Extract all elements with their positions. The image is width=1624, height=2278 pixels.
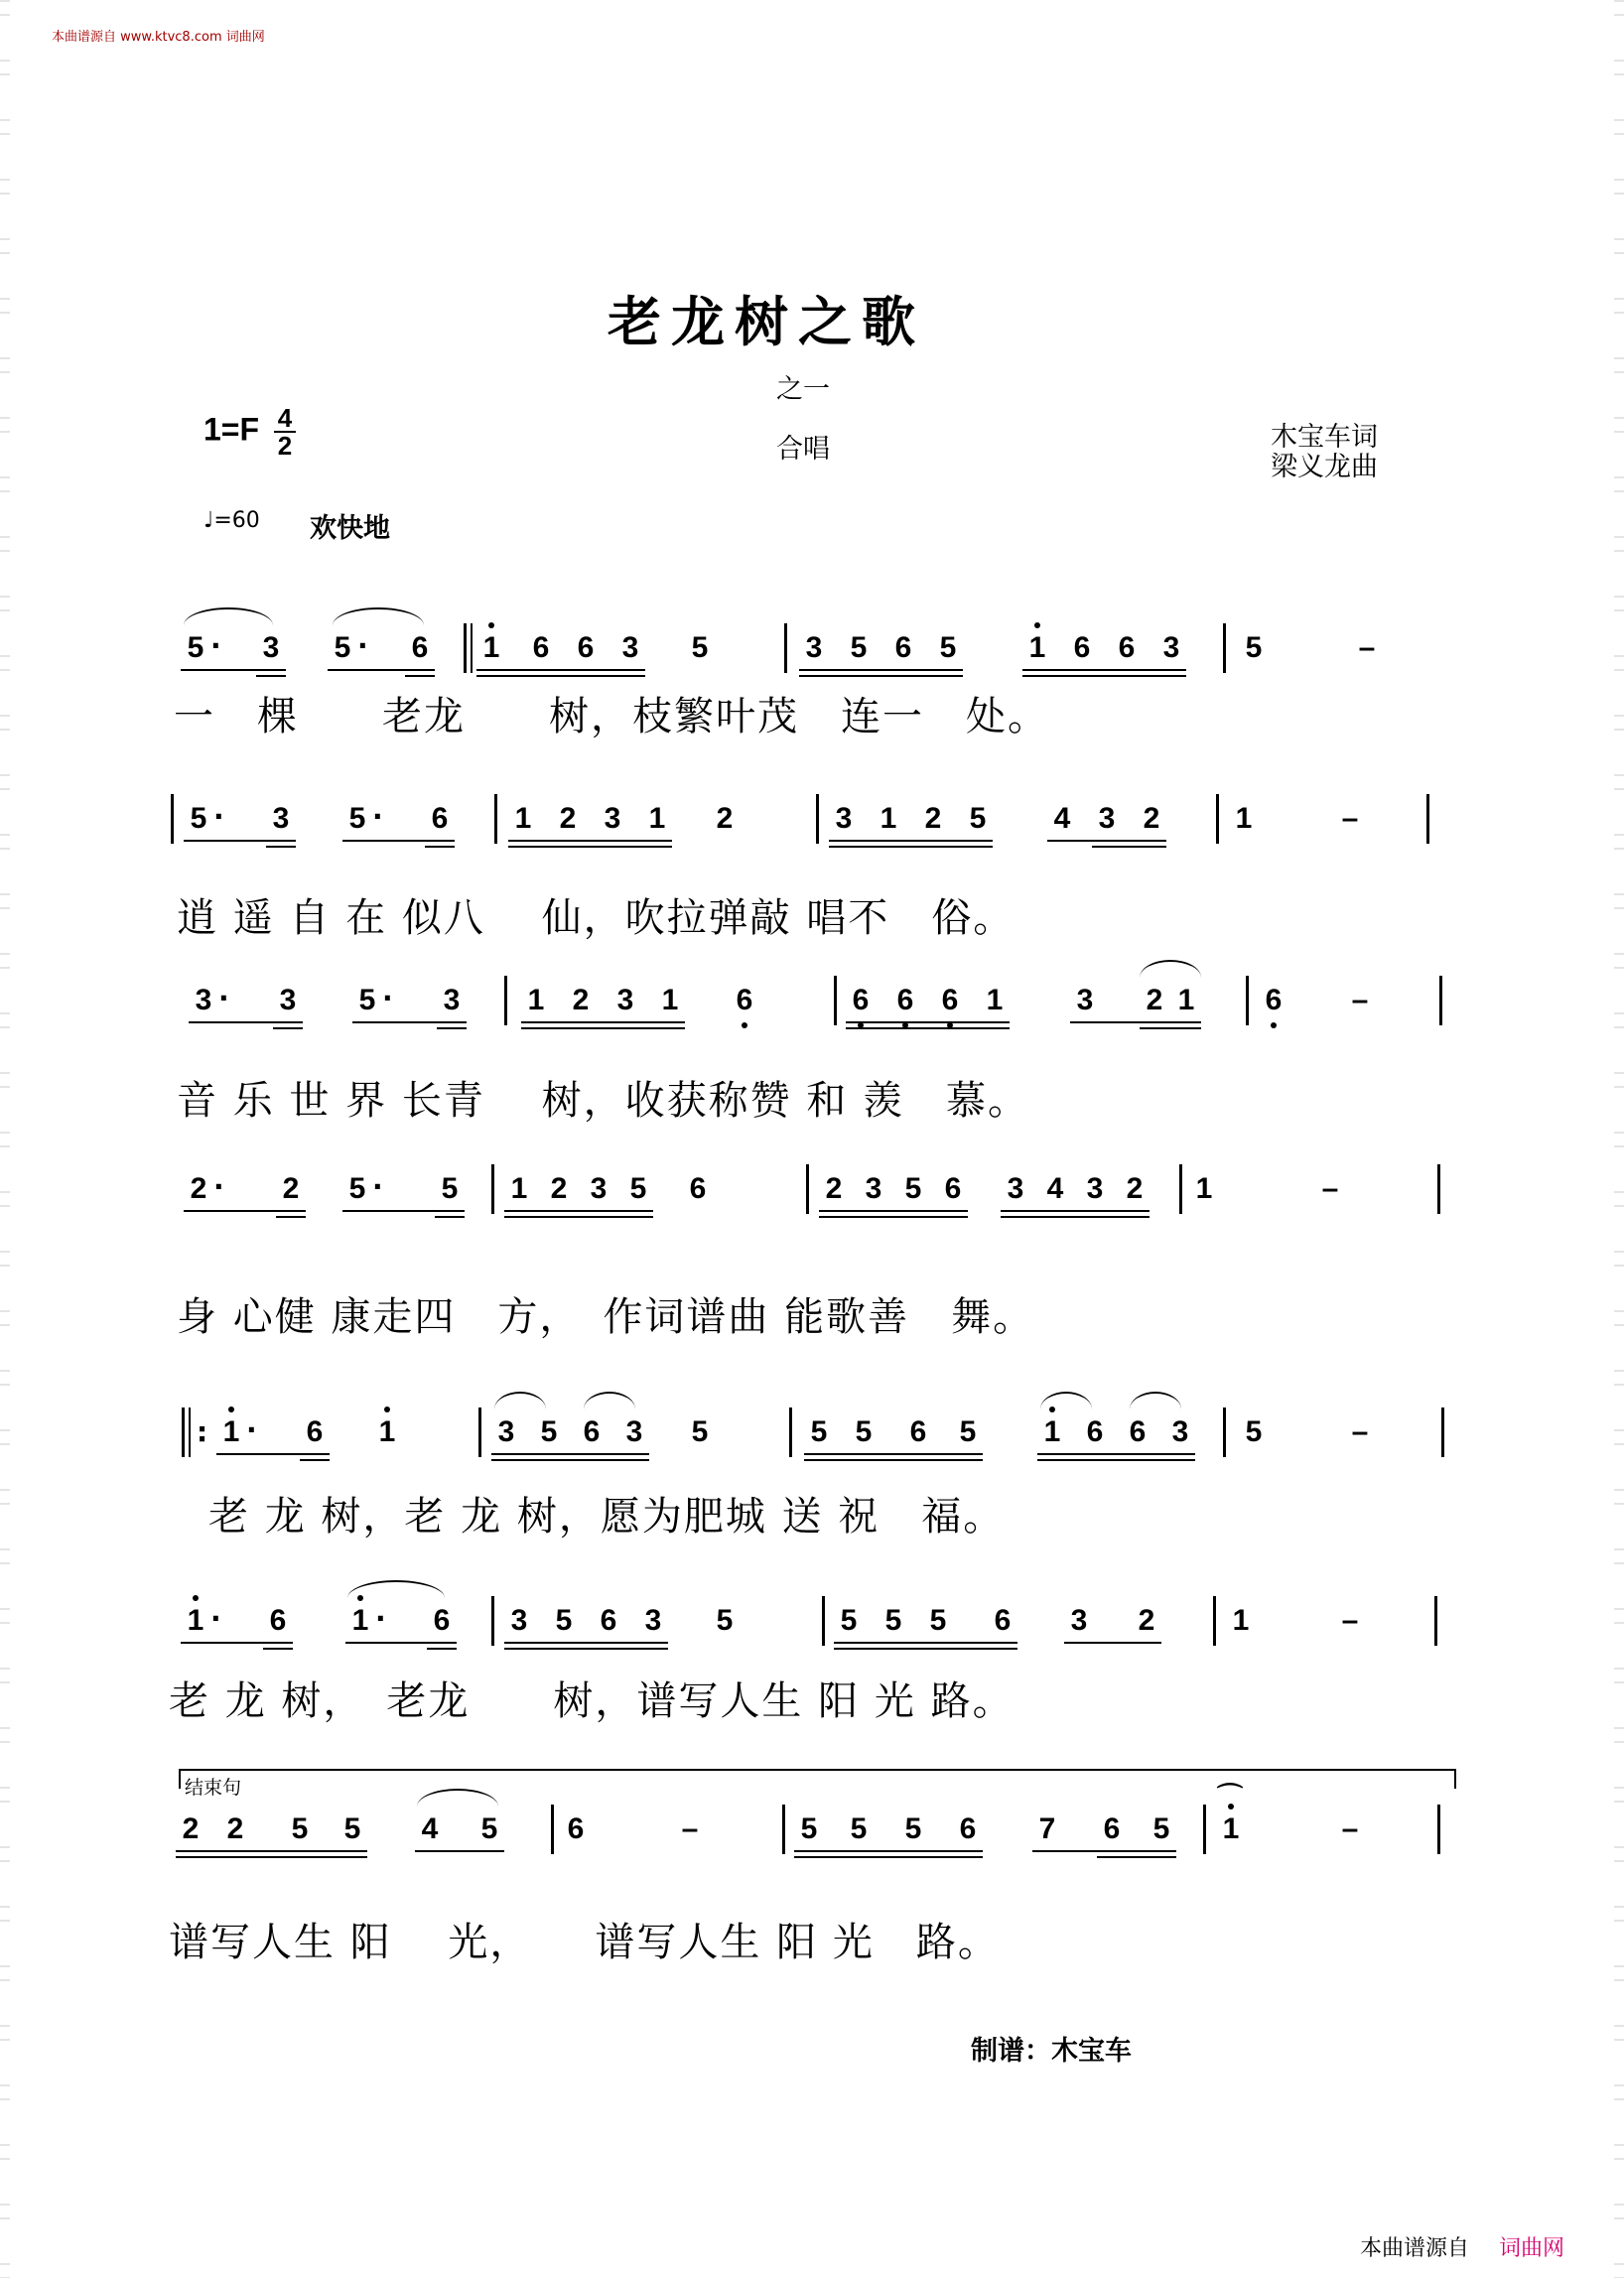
lyrics-line-7: 谱写人生 阳 光， 谱写人生 阳 光 路。 <box>169 1920 1000 1965</box>
lyricist: 木宝车词 <box>1271 422 1378 453</box>
lyrics-line-2: 逍 遥 自 在 似八 仙，吹拉弹敲 唱不 俗。 <box>177 895 1015 941</box>
key-signature: 1=F $\frac{4}{2}$ <box>203 405 296 459</box>
song-subtitle: 之一 <box>776 374 830 405</box>
ending-bracket <box>179 1769 1456 1789</box>
lyrics-line-1: 一 棵 老龙 树，枝繁叶茂 连一 处。 <box>174 694 1049 739</box>
lyrics-line-5: 老 龙 树，老 龙 树，愿为肥城 送 祝 福。 <box>208 1494 1006 1540</box>
song-title: 老龙树之歌 <box>608 291 925 353</box>
left-margin-watermark <box>0 0 10 2278</box>
ending-label: 结束句 <box>185 1777 242 1799</box>
tempo-marking: ♩=60 <box>203 508 260 533</box>
footer-source-label: 本曲谱源自 <box>1360 2236 1470 2261</box>
source-note: 本曲谱源自 www.ktvc8.com 词曲网 <box>52 30 265 45</box>
time-signature: $\frac{4}{2}$ <box>274 405 296 459</box>
footer-site-link[interactable]: 词曲网 <box>1499 2236 1565 2261</box>
performance-type: 合唱 <box>776 434 830 465</box>
lyrics-line-3: 音 乐 世 界 长青 树，收获称赞 和 羡 慕。 <box>177 1078 1030 1124</box>
composer: 梁义龙曲 <box>1271 452 1378 482</box>
right-margin-watermark <box>1614 0 1624 2278</box>
lyrics-line-6: 老 龙 树， 老龙 树，谱写人生 阳 光 路。 <box>169 1678 1015 1724</box>
expression-marking: 欢快地 <box>310 513 390 544</box>
arranger-credit: 制谱：木宝车 <box>971 2036 1132 2067</box>
lyrics-line-4: 身 心健 康走四 方， 作词谱曲 能歌善 舞。 <box>177 1294 1035 1340</box>
